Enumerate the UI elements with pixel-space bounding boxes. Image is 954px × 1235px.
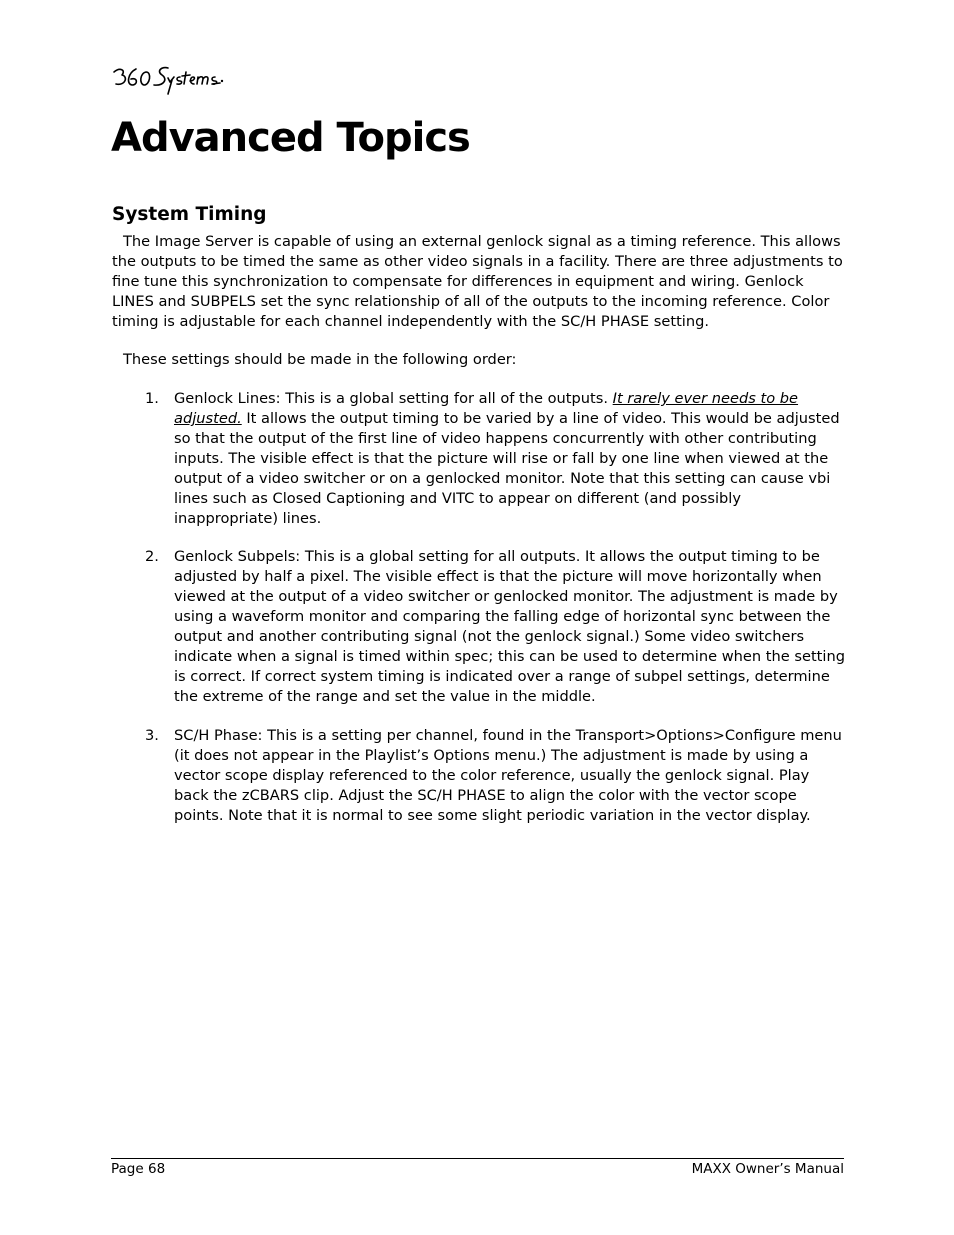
manual-title: MAXX Owner’s Manual [691, 1161, 844, 1177]
list-item-emphasis: It rarely ever needs to be adjusted. [174, 390, 799, 427]
paragraph-text: The Image Server is capable of using an external genlock signal as a timing reference. This allows the outputs to be timed the same as other video signals in a facility. There are three adjustments to fine tune this synchronization to compensate for differences in equipment and wiring. Genlock LINES and SUBPELS set the sync relationship of all of the outputs to the incoming reference. Color timing is adjustable for each channel independently with the SC/H PHASE setting. [112, 233, 843, 330]
logo-signature-icon [110, 64, 225, 100]
list-item [145, 726, 845, 826]
section-heading: System Timing [112, 204, 267, 225]
order-paragraph [112, 350, 844, 370]
list-item-text: Genlock Lines: This is a global setting for all of the outputs. [174, 390, 613, 407]
footer-divider [111, 1158, 844, 1159]
list-item-number: 2. [145, 548, 159, 565]
list-item-text: Genlock Subpels: This is a global setting for all outputs. It allows the output timing to be adjusted by half a pixel. The visible effect is that the picture will move horizontally when viewed at the output of a video switcher or genlocked monitor. The adjustment is made by using a waveform monitor and comparing the falling edge of horizontal sync between the output and another contributing signal (not the genlock signal.) Some video switchers indicate when a signal is timed within spec; this can be used to determine when the setting is correct. If correct system timing is indicated over a range of subpel settings, determine the extreme of the range and set the value in the middle. [174, 548, 845, 705]
brand-logo [110, 64, 225, 100]
list-item [145, 389, 845, 529]
page-title: Advanced Topics [111, 115, 470, 161]
list-item-number: 3. [145, 727, 159, 744]
intro-paragraph [112, 232, 844, 332]
list-item [145, 547, 845, 707]
paragraph-text: These settings should be made in the following order: [123, 351, 517, 368]
list-item-text: SC/H Phase: This is a setting per channel, found in the Transport>Options>Configure menu (it does not appear in the Playlist’s Options menu.) The adjustment is made by using a vector scope display referenced to the color reference, usually the genlock signal. Play back the zCBARS clip. Adjust the SC/H PHASE to align the color with the vector scope points. Note that it is normal to see some slight periodic variation in the vector display. [174, 727, 842, 824]
list-item-text-continued: It allows the output timing to be varied by a line of video. This would be adjusted so that the output of the first line of video happens concurrently with other contributing inputs. The visible effect is that the picture will rise or fall by one line when viewed at the output of a video switcher or on a genlocked monitor. Note that this setting can cause vbi lines such as Closed Captioning and VITC to appear on different (and possibly inappropriate) lines. [174, 410, 840, 527]
page-number: Page 68 [111, 1161, 166, 1177]
list-item-number: 1. [145, 390, 159, 407]
